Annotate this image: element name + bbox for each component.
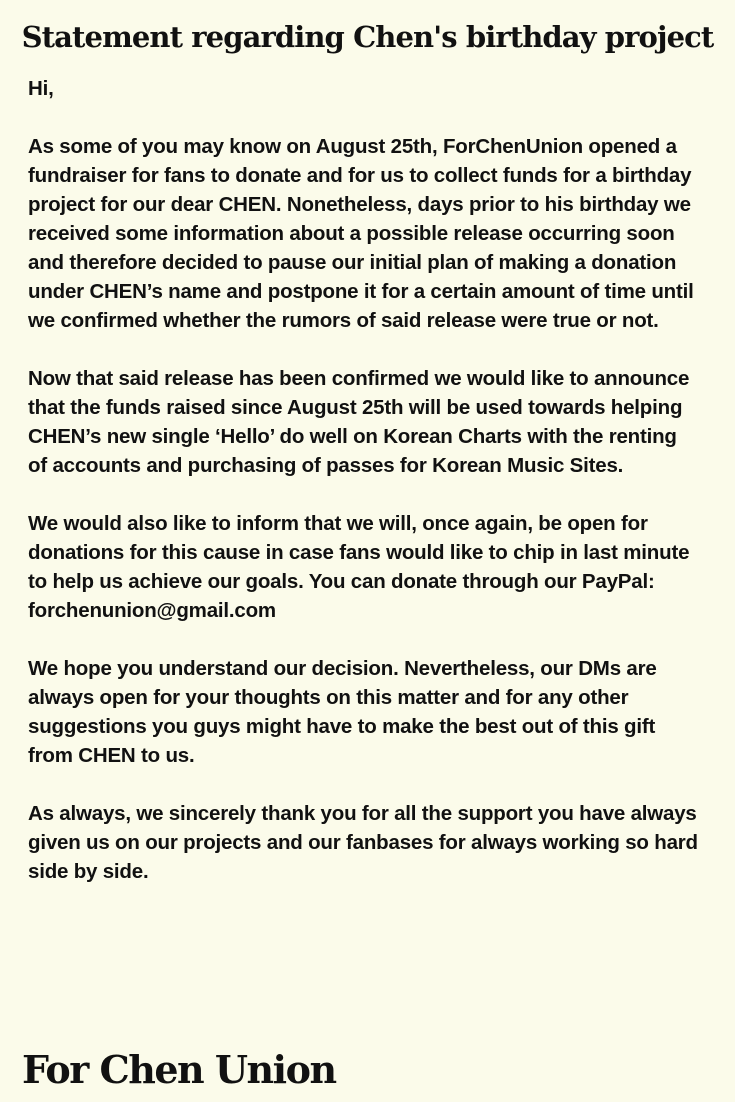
signature: For Chen Union <box>22 1047 336 1092</box>
paragraph-release-confirmed: Now that said release has been confirmed we would like to announce that the funds raised since August 25th will be used towards helping CHEN’s new single ‘Hello’ do well on Korean Charts with the renting of accounts and purchasing of passes for Korean Music Sites. <box>28 367 690 477</box>
paragraph-decision: We hope you understand our decision. Nevertheless, our DMs are always open for your thoughts on this matter and for any other suggestions you guys might have to make the best out of this gift from CHEN to us. <box>28 657 657 767</box>
paragraph-thanks: As always, we sincerely thank you for all the support you have always given us on our projects and our fanbases for always working so hard side by side. <box>28 802 698 883</box>
statement-body <box>28 74 698 915</box>
paragraph-donations: We would also like to inform that we will, once again, be open for donations for this cause in case fans would like to chip in last minute to help us achieve our goals. You can donate through our PayPal: forchenunion@gmail.com <box>28 512 690 622</box>
statement-title: Statement regarding Chen's birthday project <box>21 20 714 54</box>
greeting: Hi, <box>28 77 54 100</box>
paragraph-fundraiser: As some of you may know on August 25th, ForChenUnion opened a fundraiser for fans to donate and for us to collect funds for a birthday project for our dear CHEN. Nonetheless, days prior to his birthday we received some information about a possible release occurring soon and therefore decided to pause our initial plan of making a donation under CHEN’s name and postpone it for a certain amount of time until we confirmed whether the rumors of said release were true or not. <box>28 135 694 332</box>
